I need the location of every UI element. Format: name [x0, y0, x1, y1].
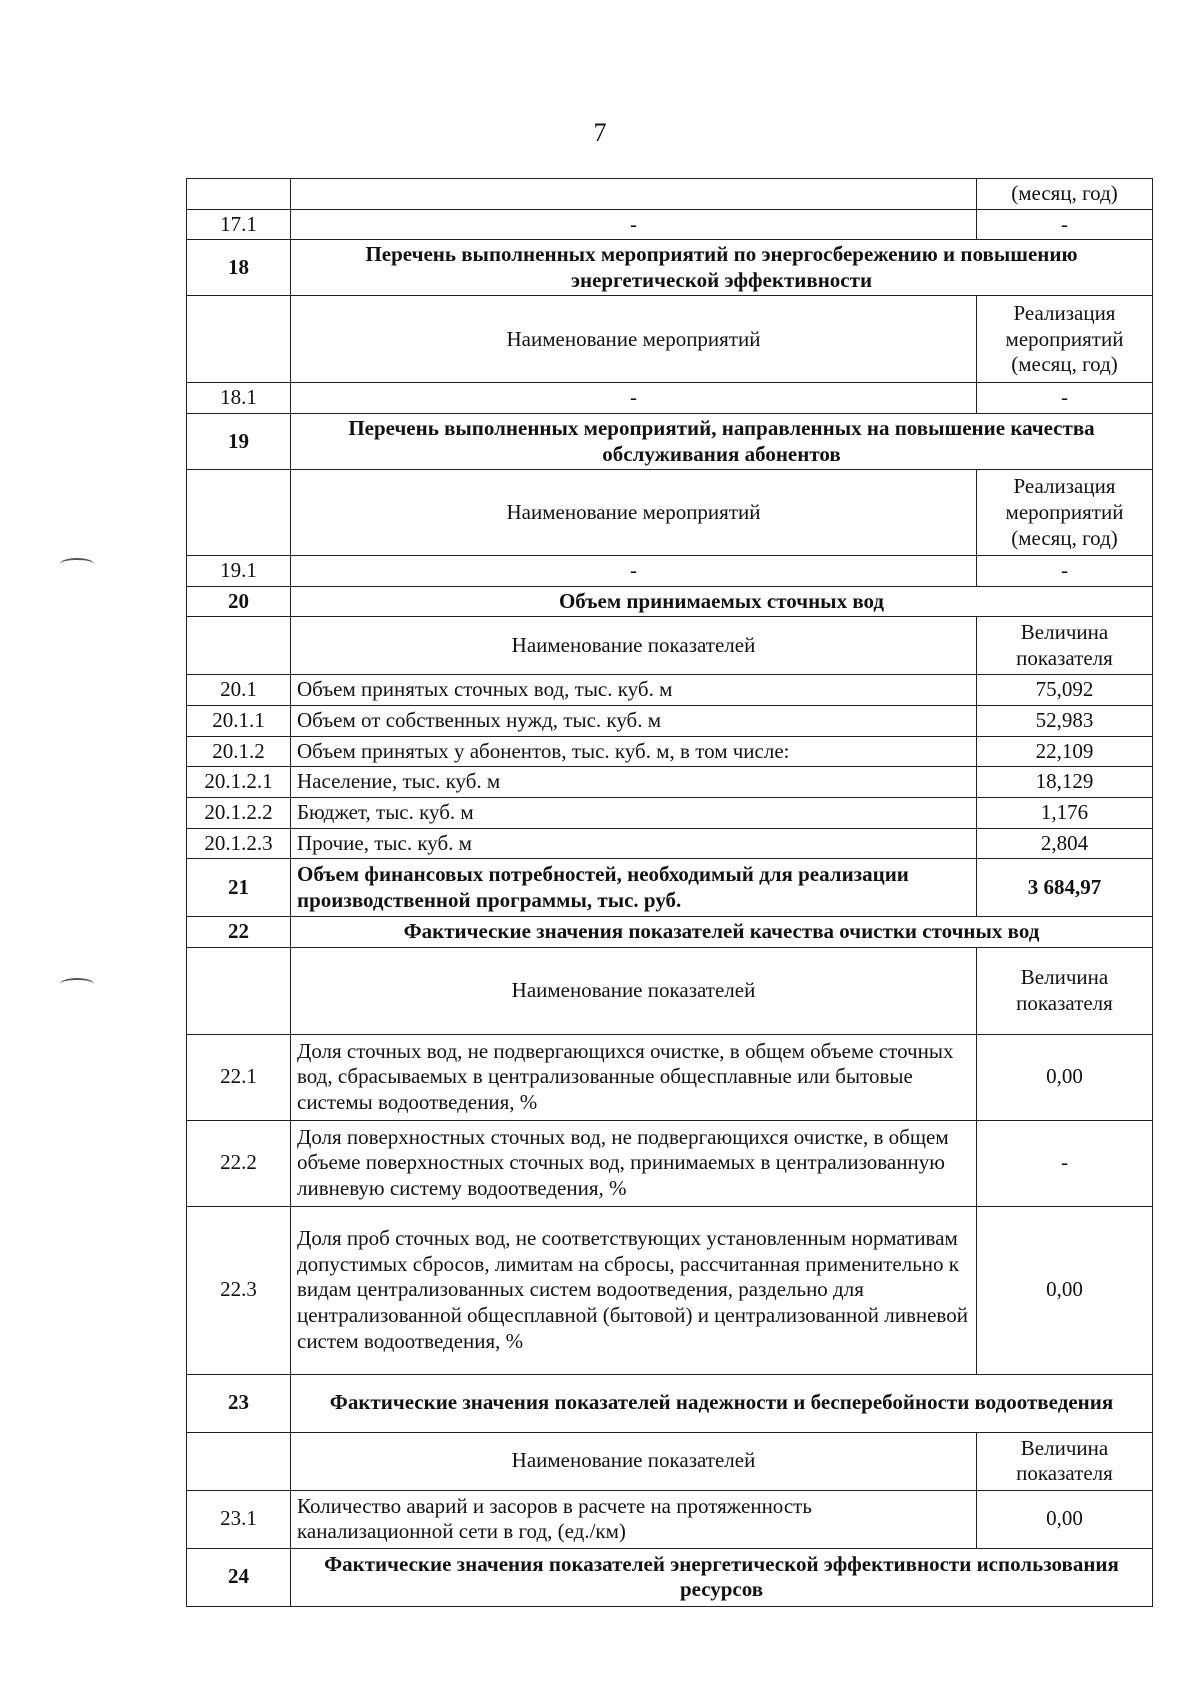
row-value-cell: 75,092: [977, 675, 1153, 706]
section-title: Перечень выполненных мероприятий, направленных на повышение качества обслуживания абонентов: [291, 414, 1153, 470]
indicators-table: [186, 178, 1153, 1607]
table-row: [187, 209, 1153, 240]
row-number-cell: 20.1.2: [187, 736, 291, 767]
scan-mark: [60, 978, 94, 990]
column-header-row: [187, 296, 1153, 383]
row-number-cell: [187, 947, 291, 1034]
row-number-cell: 19.1: [187, 556, 291, 587]
table-row: [187, 828, 1153, 859]
column-header-row: [187, 617, 1153, 675]
table-row: [187, 383, 1153, 414]
section-row: [187, 1374, 1153, 1432]
row-number-cell: [187, 179, 291, 210]
table-row: [187, 1490, 1153, 1548]
section-number-cell: 19: [187, 414, 291, 470]
row-value-cell: (месяц, год): [977, 179, 1153, 210]
row-number-cell: 20.1.2.3: [187, 828, 291, 859]
row-value-cell: 0,00: [977, 1490, 1153, 1548]
row-number-cell: 20.1.2.2: [187, 797, 291, 828]
row-number-cell: 22.1: [187, 1034, 291, 1120]
section-title: Фактические значения показателей энергетической эффективности использования ресурсов: [291, 1548, 1153, 1606]
column-header-value: Величина показателя: [977, 617, 1153, 675]
row-name-cell: Прочие, тыс. куб. м: [291, 828, 977, 859]
row-name-cell: [291, 179, 977, 210]
section-row: [187, 1548, 1153, 1606]
section-row: [187, 414, 1153, 470]
row-value-cell: 3 684,97: [977, 859, 1153, 917]
table-row: [187, 179, 1153, 210]
row-value-cell: 2,804: [977, 828, 1153, 859]
row-number-cell: [187, 470, 291, 556]
row-number-cell: 17.1: [187, 209, 291, 240]
row-name-cell: -: [291, 383, 977, 414]
section-title: Перечень выполненных мероприятий по энергосбережению и повышению энергетической эффективности: [291, 240, 1153, 296]
column-header-value: Реализация мероприятий (месяц, год): [977, 470, 1153, 556]
row-name-cell: Бюджет, тыс. куб. м: [291, 797, 977, 828]
row-number-cell: 23.1: [187, 1490, 291, 1548]
row-name-cell: Доля сточных вод, не подвергающихся очистке, в общем объеме сточных вод, сбрасываемых в централизованные общесплавные или бытовые системы водоотведения, %: [291, 1034, 977, 1120]
column-header-row: [187, 1432, 1153, 1490]
row-number-cell: 18.1: [187, 383, 291, 414]
section-title: Фактические значения показателей качества очистки сточных вод: [291, 917, 1153, 948]
row-number-cell: 20.1: [187, 675, 291, 706]
table-row: [187, 1206, 1153, 1374]
table-row: [187, 736, 1153, 767]
column-header-row: [187, 947, 1153, 1034]
scan-mark: [60, 558, 94, 570]
row-number-cell: [187, 1432, 291, 1490]
row-name-cell: Объем финансовых потребностей, необходимый для реализации производственной программы, тыс. руб.: [291, 859, 977, 917]
row-name-cell: -: [291, 209, 977, 240]
row-number-cell: 22.2: [187, 1120, 291, 1206]
column-header-name: Наименование показателей: [291, 947, 977, 1034]
row-number-cell: 20.1.1: [187, 706, 291, 737]
section-row: [187, 586, 1153, 617]
row-value-cell: -: [977, 209, 1153, 240]
section-number-cell: 18: [187, 240, 291, 296]
section-number-cell: 22: [187, 917, 291, 948]
row-number-cell: 20.1.2.1: [187, 767, 291, 798]
row-value-cell: -: [977, 383, 1153, 414]
row-name-cell: Объем принятых у абонентов, тыс. куб. м, в том числе:: [291, 736, 977, 767]
table-row: [187, 859, 1153, 917]
section-number-cell: 23: [187, 1374, 291, 1432]
table-row: [187, 767, 1153, 798]
table-row: [187, 556, 1153, 587]
row-value-cell: -: [977, 556, 1153, 587]
column-header-value: Величина показателя: [977, 1432, 1153, 1490]
row-value-cell: 1,176: [977, 797, 1153, 828]
section-number-cell: 20: [187, 586, 291, 617]
row-name-cell: Доля поверхностных сточных вод, не подвергающихся очистке, в общем объеме поверхностных сточных вод, принимаемых в централизованную ливневую систему водоотведения, %: [291, 1120, 977, 1206]
page-number: 7: [593, 118, 607, 147]
row-number-cell: 22.3: [187, 1206, 291, 1374]
column-header-name: Наименование показателей: [291, 617, 977, 675]
section-title: Объем принимаемых сточных вод: [291, 586, 1153, 617]
table-row: [187, 797, 1153, 828]
row-value-cell: 0,00: [977, 1034, 1153, 1120]
table-row: [187, 675, 1153, 706]
row-name-cell: Доля проб сточных вод, не соответствующих установленным нормативам допустимых сбросов, лимитам на сбросы, рассчитанная применительно к видам централизованных систем водоотведения, раздельно для централизованной общесплавной (бытовой) и централизованной ливневой систем водоотведения, %: [291, 1206, 977, 1374]
row-name-cell: Количество аварий и засоров в расчете на протяженность канализационной сети в год, (ед./км): [291, 1490, 977, 1548]
table-row: [187, 1120, 1153, 1206]
row-number-cell: 21: [187, 859, 291, 917]
row-name-cell: Население, тыс. куб. м: [291, 767, 977, 798]
section-row: [187, 917, 1153, 948]
section-number-cell: 24: [187, 1548, 291, 1606]
row-value-cell: 18,129: [977, 767, 1153, 798]
table-row: [187, 706, 1153, 737]
section-row: [187, 240, 1153, 296]
column-header-name: Наименование мероприятий: [291, 470, 977, 556]
row-value-cell: 22,109: [977, 736, 1153, 767]
column-header-value: Реализация мероприятий (месяц, год): [977, 296, 1153, 383]
row-value-cell: 52,983: [977, 706, 1153, 737]
column-header-name: Наименование показателей: [291, 1432, 977, 1490]
row-number-cell: [187, 296, 291, 383]
column-header-row: [187, 470, 1153, 556]
row-name-cell: -: [291, 556, 977, 587]
column-header-name: Наименование мероприятий: [291, 296, 977, 383]
row-value-cell: -: [977, 1120, 1153, 1206]
row-name-cell: Объем от собственных нужд, тыс. куб. м: [291, 706, 977, 737]
section-title: Фактические значения показателей надежности и бесперебойности водоотведения: [291, 1374, 1153, 1432]
table-row: [187, 1034, 1153, 1120]
row-number-cell: [187, 617, 291, 675]
column-header-value: Величина показателя: [977, 947, 1153, 1034]
row-value-cell: 0,00: [977, 1206, 1153, 1374]
row-name-cell: Объем принятых сточных вод, тыс. куб. м: [291, 675, 977, 706]
